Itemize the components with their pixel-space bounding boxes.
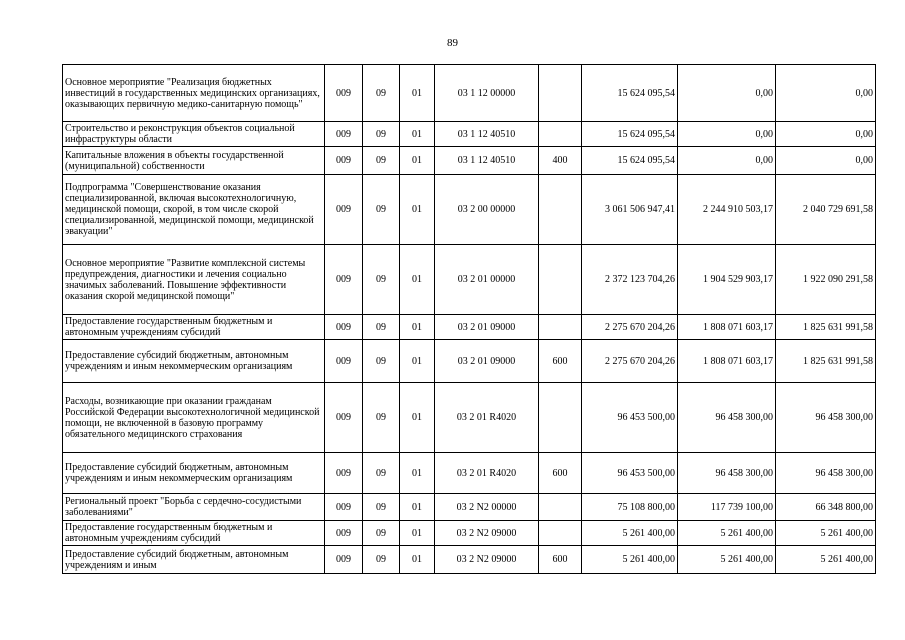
target-article-cell: 03 2 01 R4020: [435, 383, 539, 453]
section-code-cell: 09: [363, 65, 400, 122]
target-article-cell: 03 1 12 40510: [435, 147, 539, 175]
target-article-cell: 03 2 01 R4020: [435, 453, 539, 494]
ministry-code-cell: 009: [325, 340, 363, 383]
target-article-cell: 03 1 12 40510: [435, 122, 539, 147]
table-row: [63, 453, 876, 494]
expense-name-cell: Предоставление государственным бюджетным и автономным учреждениям субсидий: [63, 521, 325, 546]
section-code-cell: 09: [363, 546, 400, 574]
expense-type-cell: 600: [539, 546, 582, 574]
ministry-code-cell: 009: [325, 147, 363, 175]
expense-type-cell: [539, 122, 582, 147]
amount-year-3-cell: 1 825 631 991,58: [776, 340, 876, 383]
target-article-cell: 03 2 01 09000: [435, 315, 539, 340]
amount-year-2-cell: 0,00: [678, 65, 776, 122]
expense-name-cell: Расходы, возникающие при оказании гражданам Российской Федерации высокотехнологичной медицинской помощи, не включенной в базовую программу обязательного медицинского страхования: [63, 383, 325, 453]
ministry-code-cell: 009: [325, 315, 363, 340]
target-article-cell: 03 2 N2 09000: [435, 521, 539, 546]
subsection-code-cell: 01: [400, 546, 435, 574]
table-row: [63, 315, 876, 340]
amount-year-2-cell: 96 458 300,00: [678, 453, 776, 494]
amount-year-2-cell: 1 808 071 603,17: [678, 340, 776, 383]
subsection-code-cell: 01: [400, 175, 435, 245]
amount-year-3-cell: 66 348 800,00: [776, 494, 876, 521]
amount-year-1-cell: 2 275 670 204,26: [582, 340, 678, 383]
section-code-cell: 09: [363, 122, 400, 147]
amount-year-2-cell: 0,00: [678, 122, 776, 147]
table-row: [63, 245, 876, 315]
amount-year-1-cell: 96 453 500,00: [582, 453, 678, 494]
amount-year-3-cell: 0,00: [776, 147, 876, 175]
amount-year-3-cell: 0,00: [776, 65, 876, 122]
table-row: [63, 65, 876, 122]
target-article-cell: 03 2 N2 00000: [435, 494, 539, 521]
table-row: [63, 147, 876, 175]
expense-name-cell: Основное мероприятие "Развитие комплексной системы предупреждения, диагностики и лечения социально значимых заболеваний. Повышение эффективности оказания скорой медицинской помощи": [63, 245, 325, 315]
ministry-code-cell: 009: [325, 546, 363, 574]
expense-name-cell: Подпрограмма "Совершенствование оказания специализированной, включая высокотехнологичную, медицинской помощи, скорой, в том числе скорой специализированной, медицинской помощи, медицинской эвакуации": [63, 175, 325, 245]
amount-year-1-cell: 2 275 670 204,26: [582, 315, 678, 340]
amount-year-2-cell: 0,00: [678, 147, 776, 175]
target-article-cell: 03 2 N2 09000: [435, 546, 539, 574]
subsection-code-cell: 01: [400, 453, 435, 494]
table-row: [63, 175, 876, 245]
amount-year-1-cell: 15 624 095,54: [582, 122, 678, 147]
ministry-code-cell: 009: [325, 65, 363, 122]
amount-year-2-cell: 5 261 400,00: [678, 521, 776, 546]
amount-year-3-cell: 96 458 300,00: [776, 453, 876, 494]
amount-year-3-cell: 5 261 400,00: [776, 521, 876, 546]
amount-year-1-cell: 2 372 123 704,26: [582, 245, 678, 315]
expense-name-cell: Предоставление субсидий бюджетным, автономным учреждениям и иным: [63, 546, 325, 574]
expense-name-cell: Предоставление субсидий бюджетным, автономным учреждениям и иным некоммерческим организациям: [63, 340, 325, 383]
table-row: [63, 494, 876, 521]
table-row: [63, 546, 876, 574]
amount-year-1-cell: 75 108 800,00: [582, 494, 678, 521]
section-code-cell: 09: [363, 147, 400, 175]
section-code-cell: 09: [363, 453, 400, 494]
amount-year-3-cell: 0,00: [776, 122, 876, 147]
expense-type-cell: [539, 175, 582, 245]
subsection-code-cell: 01: [400, 147, 435, 175]
amount-year-3-cell: 2 040 729 691,58: [776, 175, 876, 245]
ministry-code-cell: 009: [325, 245, 363, 315]
subsection-code-cell: 01: [400, 315, 435, 340]
target-article-cell: 03 1 12 00000: [435, 65, 539, 122]
amount-year-2-cell: 1 904 529 903,17: [678, 245, 776, 315]
amount-year-2-cell: 2 244 910 503,17: [678, 175, 776, 245]
section-code-cell: 09: [363, 340, 400, 383]
table-row: [63, 122, 876, 147]
ministry-code-cell: 009: [325, 383, 363, 453]
budget-table: [62, 64, 876, 574]
subsection-code-cell: 01: [400, 122, 435, 147]
subsection-code-cell: 01: [400, 65, 435, 122]
section-code-cell: 09: [363, 175, 400, 245]
amount-year-2-cell: 1 808 071 603,17: [678, 315, 776, 340]
amount-year-1-cell: 3 061 506 947,41: [582, 175, 678, 245]
table-row: [63, 383, 876, 453]
amount-year-3-cell: 5 261 400,00: [776, 546, 876, 574]
amount-year-1-cell: 5 261 400,00: [582, 546, 678, 574]
ministry-code-cell: 009: [325, 175, 363, 245]
expense-type-cell: [539, 383, 582, 453]
table-row: [63, 340, 876, 383]
expense-name-cell: Капитальные вложения в объекты государственной (муниципальной) собственности: [63, 147, 325, 175]
amount-year-1-cell: 15 624 095,54: [582, 65, 678, 122]
expense-type-cell: [539, 65, 582, 122]
target-article-cell: 03 2 00 00000: [435, 175, 539, 245]
expense-type-cell: 600: [539, 453, 582, 494]
amount-year-3-cell: 1 922 090 291,58: [776, 245, 876, 315]
target-article-cell: 03 2 01 09000: [435, 340, 539, 383]
expense-type-cell: [539, 245, 582, 315]
expense-type-cell: 600: [539, 340, 582, 383]
subsection-code-cell: 01: [400, 245, 435, 315]
table-row: [63, 521, 876, 546]
expense-name-cell: Предоставление субсидий бюджетным, автономным учреждениям и иным некоммерческим организациям: [63, 453, 325, 494]
amount-year-3-cell: 96 458 300,00: [776, 383, 876, 453]
ministry-code-cell: 009: [325, 122, 363, 147]
section-code-cell: 09: [363, 315, 400, 340]
ministry-code-cell: 009: [325, 521, 363, 546]
expense-name-cell: Региональный проект "Борьба с сердечно-сосудистыми заболеваниями": [63, 494, 325, 521]
target-article-cell: 03 2 01 00000: [435, 245, 539, 315]
subsection-code-cell: 01: [400, 521, 435, 546]
expense-name-cell: Строительство и реконструкция объектов социальной инфраструктуры области: [63, 122, 325, 147]
expense-type-cell: [539, 521, 582, 546]
amount-year-3-cell: 1 825 631 991,58: [776, 315, 876, 340]
subsection-code-cell: 01: [400, 383, 435, 453]
budget-table-body: [63, 65, 876, 574]
amount-year-2-cell: 5 261 400,00: [678, 546, 776, 574]
section-code-cell: 09: [363, 245, 400, 315]
expense-name-cell: Предоставление государственным бюджетным и автономным учреждениям субсидий: [63, 315, 325, 340]
section-code-cell: 09: [363, 383, 400, 453]
subsection-code-cell: 01: [400, 340, 435, 383]
expense-name-cell: Основное мероприятие "Реализация бюджетных инвестиций в государственных медицинских организациях, оказывающих первичную медико-санитарную помощь": [63, 65, 325, 122]
page-number: 89: [447, 37, 458, 49]
subsection-code-cell: 01: [400, 494, 435, 521]
section-code-cell: 09: [363, 494, 400, 521]
amount-year-1-cell: 96 453 500,00: [582, 383, 678, 453]
ministry-code-cell: 009: [325, 453, 363, 494]
expense-type-cell: [539, 494, 582, 521]
amount-year-2-cell: 117 739 100,00: [678, 494, 776, 521]
amount-year-1-cell: 5 261 400,00: [582, 521, 678, 546]
section-code-cell: 09: [363, 521, 400, 546]
amount-year-2-cell: 96 458 300,00: [678, 383, 776, 453]
expense-type-cell: [539, 315, 582, 340]
expense-type-cell: 400: [539, 147, 582, 175]
ministry-code-cell: 009: [325, 494, 363, 521]
amount-year-1-cell: 15 624 095,54: [582, 147, 678, 175]
